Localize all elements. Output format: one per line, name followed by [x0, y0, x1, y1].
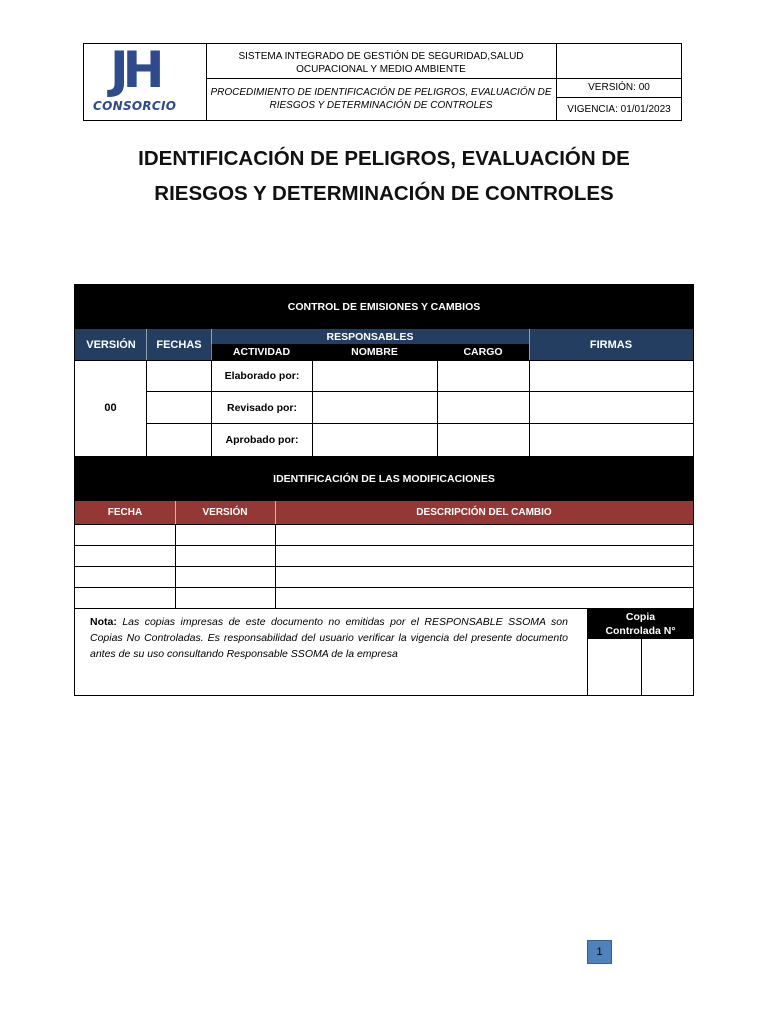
page-number: 1 [587, 940, 612, 964]
row-reviewed-by: Revisado por: [226, 401, 297, 414]
page-title-line-2: RIESGOS Y DETERMINACIÓN DE CONTROLES [154, 182, 614, 205]
page-title [84, 141, 684, 211]
col-responsibles-header: RESPONSABLES [211, 329, 529, 344]
col-version-header: VERSIÓN [75, 329, 147, 360]
modifications-title: IDENTIFICACIÓN DE LAS MODIFICACIONES [75, 456, 693, 501]
mod-col-description-header: DESCRIPCIÓN DEL CAMBIO [275, 501, 693, 524]
row-approved-by: Aprobado por: [225, 434, 299, 446]
sub-activity-header: ACTIVIDAD [211, 344, 312, 360]
procedure-title: PROCEDIMIENTO DE IDENTIFICACIÓN DE PELIGROS, EVALUACIÓN DE RIESGOS Y DETERMINACIÓN DE CONTROLES [210, 87, 552, 111]
col-signatures-header: FIRMAS [529, 329, 693, 360]
note-label: Nota: [90, 616, 117, 628]
row-prepared-by: Elaborado por: [224, 370, 300, 382]
sub-name-header: NOMBRE [312, 344, 437, 360]
controlled-copy-label: Copia Controlada N° [588, 609, 693, 639]
logo-letters: JH [110, 41, 159, 99]
system-title: SISTEMA INTEGRADO DE GESTIÓN DE SEGURIDAD,SALUD OCUPACIONAL Y MEDIO AMBIENTE [238, 51, 524, 75]
control-table-title: CONTROL DE EMISIONES Y CAMBIOS [75, 285, 693, 329]
note-body: Las copias impresas de este documento no emitidas por el RESPONSABLE SSOMA son Copias No Controladas. Es responsabilidad del usuario verificar la vigencia del presente documento antes de su uso consultando Responsable SSOMA de la empresa [90, 616, 568, 660]
page-title-line-1: IDENTIFICACIÓN DE PELIGROS, EVALUACIÓN DE [138, 147, 630, 170]
logo-name: CONSORCIO [93, 99, 177, 113]
version-value: 00 [104, 402, 117, 414]
sub-position-header: CARGO [437, 344, 529, 360]
mod-col-date-header: FECHA [75, 501, 175, 524]
validity-label: VIGENCIA: 01/01/2023 [567, 103, 671, 115]
note-text [90, 614, 568, 662]
mod-col-version-header: VERSIÓN [175, 501, 275, 524]
version-label: VERSIÓN: 00 [588, 81, 650, 93]
col-dates-header: FECHAS [147, 329, 211, 360]
